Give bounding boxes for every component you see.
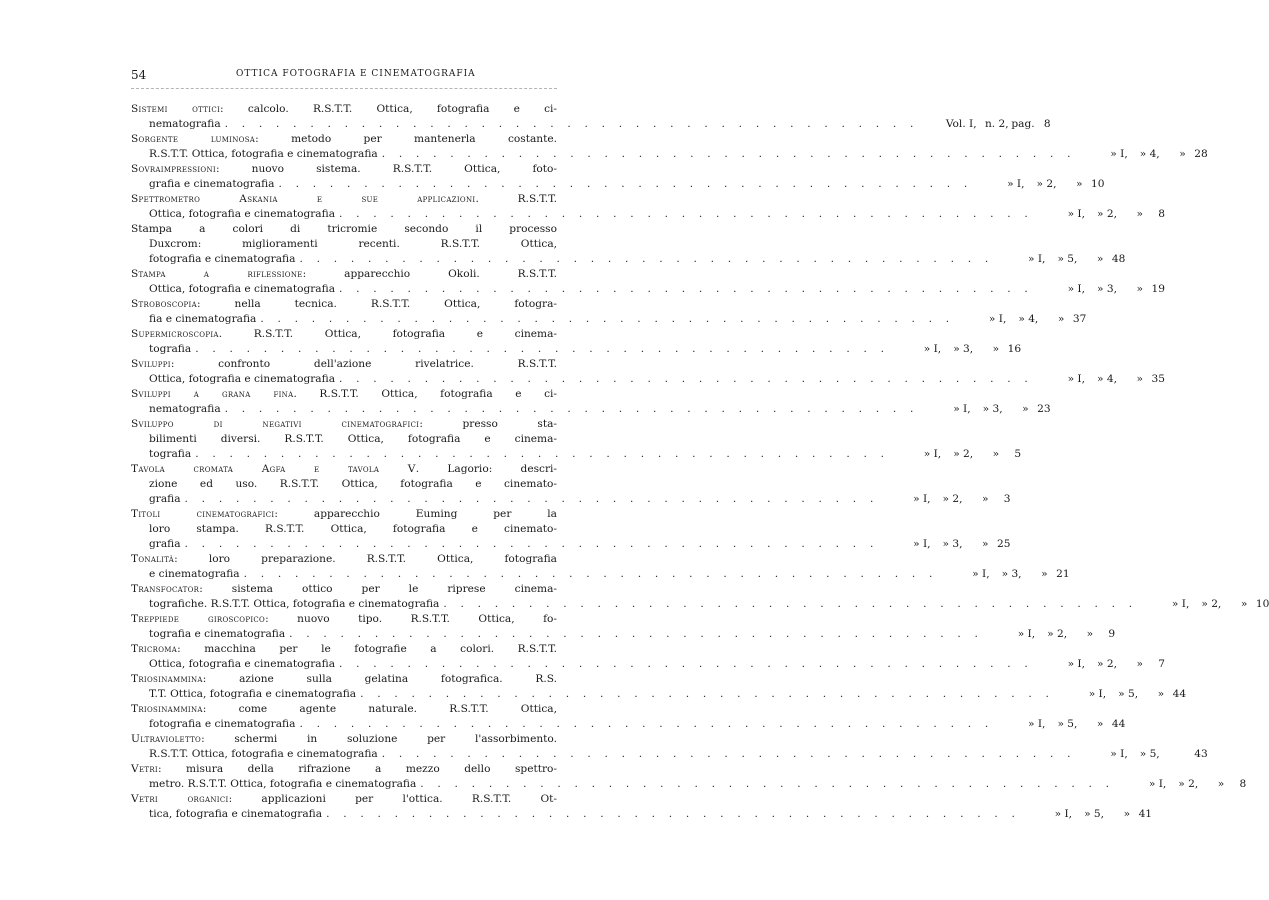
entry-text: tografia e cinematografia [149, 628, 286, 640]
page-number-ref: 44 [1111, 718, 1126, 730]
volume-number: » I, [1067, 658, 1085, 670]
page-label: » [1041, 568, 1048, 580]
entry-text: zione ed uso. R.S.T.T. Ottica, fotografia e cinemato- [149, 478, 557, 490]
entry-reference-line [131, 282, 1165, 297]
issue-number: » 2, [953, 448, 974, 460]
dot-leader: . . . . . . . . . . . . . . . . . . . . . . . . . . . . . . . . . . . . . . . . . [381, 748, 1076, 760]
entry-heading-text: Ultravioletto: schermi in soluzione per l'assorbimento. [131, 733, 557, 745]
page-label: » [1022, 403, 1029, 415]
entry-reference-line [131, 177, 1105, 192]
entry-headword: Vetri [131, 763, 158, 775]
page-label: » [1240, 598, 1248, 610]
page-number-ref: 35 [1151, 373, 1165, 385]
entry-line [131, 732, 557, 747]
entry-reference-line [131, 117, 1051, 132]
issue-number: » 5, [1139, 748, 1160, 760]
dot-leader: . . . . . . . . . . . . . . . . . . . . . . . . . . . . . . . . . . . . . . . . . [381, 148, 1076, 160]
entry-reference-line [131, 207, 1165, 222]
volume-reference [919, 117, 1051, 132]
entry-reference-line [131, 312, 1087, 327]
entry-line [131, 102, 557, 117]
page-label: » [1096, 253, 1104, 265]
entry-text: Ottica, fotografia e cinematografia [149, 283, 336, 295]
issue-number: » 5, [1118, 688, 1139, 700]
volume-reference [889, 447, 1021, 462]
entry-line [131, 237, 557, 252]
entry-line [131, 267, 557, 282]
issue-number: » 5, [1057, 253, 1078, 265]
volume-number: » I, [972, 568, 990, 580]
dot-leader: . . . . . . . . . . . . . . . . . . . . . . . . . . . . . . . . . . . . . . . . . [195, 448, 890, 460]
volume-reference [954, 312, 1086, 327]
dot-leader: . . . . . . . . . . . . . . . . . . . . . . . . . . . . . . . . . . . . . . . . . [326, 808, 1021, 820]
entry-line [131, 432, 557, 447]
volume-reference [1033, 207, 1165, 222]
index-entry [131, 582, 1269, 612]
page-number-ref: 8 [1239, 778, 1247, 790]
index-list [131, 102, 1269, 822]
volume-reference [919, 402, 1051, 417]
entry-headword: Vetri organici [131, 793, 229, 805]
entry-heading-text: Tricroma: macchina per le fotografie a colori. R.S.T.T. [131, 643, 557, 655]
issue-number: » 2, [1097, 208, 1117, 220]
entry-text: nematografia [149, 118, 221, 130]
index-entry [131, 297, 1087, 327]
entry-text: tografiche. R.S.T.T. Ottica, fotografia e cinematografia [149, 598, 440, 610]
entry-line [131, 327, 557, 342]
volume-number: » I, [1110, 148, 1128, 160]
page-number-ref: 10 [1255, 598, 1269, 610]
volume-number: » I, [1007, 178, 1025, 190]
entry-headword: Sviluppo di negativi cinematografici [131, 418, 420, 430]
volume-number: » I, [1110, 748, 1128, 760]
page-number-ref: 28 [1194, 148, 1208, 160]
entry-headword: Triosinammina [131, 673, 203, 685]
issue-number: » 3, [953, 343, 974, 355]
dot-leader: . . . . . . . . . . . . . . . . . . . . . . . . . . . . . . . . . . . . . . . . . [420, 778, 1115, 790]
entry-heading-text: Supermicroscopia. R.S.T.T. Ottica, fotografia e cinema- [131, 328, 557, 340]
page-label: » [1136, 373, 1143, 385]
volume-reference [1033, 372, 1165, 387]
volume-number: » I, [1148, 778, 1167, 790]
entry-line [131, 582, 557, 597]
entry-reference-line [131, 447, 1022, 462]
page-number-ref: 8 [1043, 118, 1051, 130]
entry-line [131, 132, 557, 147]
entry-text: e cinematografia [149, 568, 240, 580]
entry-heading-text: Triosinammina: azione sulla gelatina fotografica. R.S. [131, 673, 557, 685]
volume-number: » I, [1028, 718, 1046, 730]
entry-headword: Stroboscopia [131, 298, 197, 310]
index-entry [131, 702, 1126, 732]
page-label: » [1136, 658, 1143, 670]
index-entry [131, 642, 1165, 672]
volume-number: » I, [1017, 628, 1036, 640]
issue-number: » 2, [1097, 658, 1117, 670]
index-entry [131, 222, 1126, 267]
entry-line [131, 642, 557, 657]
page-number-ref: 48 [1111, 253, 1126, 265]
entry-text: grafia e cinematografia [149, 178, 275, 190]
index-entry [131, 417, 1022, 462]
volume-reference [1076, 147, 1208, 162]
volume-reference [983, 627, 1115, 642]
entry-headword: Titoli cinematografici [131, 508, 275, 520]
page-number-ref: 19 [1151, 283, 1165, 295]
issue-number: » 3, [982, 403, 1003, 415]
volume-reference [938, 567, 1070, 582]
page-label: » [1076, 178, 1083, 190]
volume-reference [1020, 807, 1152, 822]
entry-text: nematografia [149, 403, 221, 415]
issue-number: » 2, [1047, 628, 1068, 640]
entry-heading-text: Stampa a colori di tricromie secondo il processo [131, 223, 557, 235]
dot-leader: . . . . . . . . . . . . . . . . . . . . . . . . . . . . . . . . . . . . . . . . . [289, 628, 984, 640]
volume-number: » I, [953, 403, 971, 415]
dot-leader: . . . . . . . . . . . . . . . . . . . . . . . . . . . . . . . . . . . . . . . . . [339, 283, 1033, 295]
volume-reference [972, 177, 1104, 192]
volume-number: » I, [1088, 688, 1107, 700]
entry-headword: Triosinammina [131, 703, 203, 715]
entry-headword: Tricroma [131, 643, 178, 655]
index-entry [131, 672, 1187, 702]
entry-line [131, 462, 557, 477]
index-entry [131, 792, 1153, 822]
header-rule [131, 88, 557, 89]
entry-line [131, 507, 557, 522]
entry-heading-text: Triosinammina: come agente naturale. R.S.T.T. Ottica, [131, 703, 557, 715]
index-entry [131, 162, 1105, 192]
volume-number: » I, [1171, 598, 1190, 610]
entry-line [131, 552, 557, 567]
entry-heading-text: Sviluppi: confronto dell'azione rivelatrice. R.S.T.T. [131, 358, 557, 370]
issue-number: » 4, [1139, 148, 1160, 160]
volume-number: » I, [1028, 253, 1046, 265]
dot-leader: . . . . . . . . . . . . . . . . . . . . . . . . . . . . . . . . . . . . . . . . . [184, 538, 879, 550]
entry-reference-line [131, 597, 1269, 612]
issue-number: » 2, [1178, 778, 1199, 790]
volume-reference [1033, 282, 1165, 297]
entry-line [131, 672, 557, 687]
volume-number: » I, [988, 313, 1007, 325]
entry-heading-text: Treppiede giroscopico: nuovo tipo. R.S.T.T. Ottica, fo- [131, 613, 558, 625]
entry-reference-line [131, 807, 1153, 822]
page-number-ref: 25 [997, 538, 1011, 550]
index-entry [131, 552, 1070, 582]
issue-number: » 2, [1036, 178, 1057, 190]
page-number-ref: 23 [1037, 403, 1051, 415]
page-number-ref: 3 [1003, 493, 1011, 505]
entry-headword: Transfocator [131, 583, 200, 595]
entry-text: loro stampa. R.S.T.T. Ottica, fotografia e cinemato- [149, 523, 557, 535]
entry-headword: Tonalità [131, 553, 175, 565]
issue-number: » 5, [1084, 808, 1105, 820]
entry-line [131, 222, 557, 237]
volume-reference [1054, 687, 1186, 702]
entry-text: grafia [149, 493, 181, 505]
page-label: » [1157, 688, 1165, 700]
volume-number: » I, [923, 448, 942, 460]
entry-text: metro. R.S.T.T. Ottica, fotografia e cinematografia [149, 778, 417, 790]
entry-headword: Sovraimpressioni [131, 163, 216, 175]
issue-number: » 2, [942, 493, 963, 505]
page-number-ref: 8 [1158, 208, 1165, 220]
index-entry [131, 267, 1165, 297]
dot-leader: . . . . . . . . . . . . . . . . . . . . . . . . . . . . . . . . . . . . . . . . . [243, 568, 938, 580]
entry-line [131, 357, 557, 372]
entry-text: fotografia e cinematografia [149, 253, 296, 265]
entry-headword: Sviluppi a grana fina [131, 388, 294, 400]
entry-headword: Sorgente luminosa [131, 133, 256, 145]
page-label: » [1136, 283, 1143, 295]
page-number-ref: 44 [1172, 688, 1187, 700]
index-entry [131, 507, 1011, 552]
entry-heading-text: Sviluppo di negativi cinematografici: presso sta- [131, 418, 557, 430]
entry-text: tografia [149, 448, 192, 460]
entry-text: Ottica, fotografia e cinematografia [149, 373, 336, 385]
volume-reference [993, 252, 1125, 267]
volume-number: » I, [1067, 208, 1085, 220]
entry-line [131, 387, 557, 402]
entry-line [131, 297, 557, 312]
index-entry [131, 327, 1022, 357]
volume-reference [1137, 597, 1269, 612]
index-entry [131, 462, 1011, 507]
volume-number: » I, [1067, 373, 1085, 385]
entry-heading-text: Sovraimpressioni: nuovo sistema. R.S.T.T. Ottica, foto- [131, 163, 557, 175]
page-number: 54 [131, 68, 147, 82]
entry-reference-line [131, 657, 1165, 672]
dot-leader: . . . . . . . . . . . . . . . . . . . . . . . . . . . . . . . . . . . . . . . . . [299, 253, 994, 265]
entry-reference-line [131, 147, 1208, 162]
entry-heading-text: Sorgente luminosa: metodo per mantenerla costante. [131, 133, 558, 145]
page-label: » [982, 493, 989, 505]
dot-leader: . . . . . . . . . . . . . . . . . . . . . . . . . . . . . . . . . . . . . . . . . [195, 343, 890, 355]
entry-text: tografia [149, 343, 192, 355]
volume-reference [1033, 657, 1165, 672]
dot-leader: . . . . . . . . . . . . . . . . . . . . . . . . . . . . . . . . . . . . . . . . . [224, 118, 919, 130]
entry-reference-line [131, 567, 1070, 582]
entry-line [131, 522, 557, 537]
entry-text: Duxcrom: miglioramenti recenti. R.S.T.T. Ottica, [149, 238, 557, 250]
entry-text: tica, fotografia e cinematografia [149, 808, 323, 820]
entry-line [131, 612, 557, 627]
page-number-ref: 9 [1108, 628, 1116, 640]
entry-headword: Spettrometro Askania e sue applicazioni [131, 193, 476, 205]
index-entry [131, 612, 1116, 642]
issue-number: » 3, [942, 538, 963, 550]
volume-number: » I, [913, 538, 931, 550]
volume-number: Vol. I, [945, 118, 977, 130]
entry-headword: Sviluppi [131, 358, 171, 370]
page-label: » [992, 448, 1000, 460]
entry-reference-line [131, 687, 1187, 702]
page-label: » [1123, 808, 1131, 820]
volume-reference [1076, 747, 1208, 762]
entry-reference-line [131, 342, 1022, 357]
issue-number: » 5, [1057, 718, 1078, 730]
index-entry [131, 732, 1208, 762]
volume-number: » I, [913, 493, 931, 505]
page-label: » [1086, 628, 1094, 640]
entry-line [131, 162, 557, 177]
volume-reference [993, 717, 1125, 732]
entry-headword: Sistemi ottici [131, 103, 221, 115]
entry-line [131, 702, 557, 717]
entry-reference-line [131, 747, 1208, 762]
entry-reference-line [131, 252, 1126, 267]
issue-number: » 3, [1097, 283, 1117, 295]
entry-line [131, 762, 557, 777]
entry-text: fotografia e cinematografia [149, 718, 296, 730]
dot-leader: . . . . . . . . . . . . . . . . . . . . . . . . . . . . . . . . . . . . . . . . . [299, 718, 994, 730]
page-header [131, 68, 557, 88]
entry-headword: Stampa a riflessione [131, 268, 303, 280]
entry-heading-text: Titoli cinematografici: apparecchio Euming per la [131, 508, 557, 520]
entry-line [131, 792, 557, 807]
page-label: » [1057, 313, 1065, 325]
issue-number: » 2, [1201, 598, 1222, 610]
volume-number: » I, [1054, 808, 1073, 820]
entry-reference-line [131, 492, 1011, 507]
entry-heading-text: Sviluppi a grana fina. R.S.T.T. Ottica, fotografia e ci- [131, 388, 557, 400]
entry-heading-text: Vetri: misura della rifrazione a mezzo dello spettro- [131, 763, 557, 775]
entry-heading-text: Tavola cromata Agfa e tavola V. Lagorio: descri- [131, 463, 557, 475]
entry-reference-line [131, 717, 1126, 732]
entry-text: Ottica, fotografia e cinematografia [149, 208, 336, 220]
dot-leader: . . . . . . . . . . . . . . . . . . . . . . . . . . . . . . . . . . . . . . . . . [224, 403, 919, 415]
entry-line [131, 417, 557, 432]
page-number-ref: 37 [1072, 313, 1087, 325]
dot-leader: . . . . . . . . . . . . . . . . . . . . . . . . . . . . . . . . . . . . . . . . . [339, 658, 1033, 670]
entry-heading-text: Vetri organici: applicazioni per l'ottica. R.S.T.T. Ot- [131, 793, 557, 805]
dot-leader: . . . . . . . . . . . . . . . . . . . . . . . . . . . . . . . . . . . . . . . . . [278, 178, 973, 190]
volume-number: » I, [1067, 283, 1085, 295]
dot-leader: . . . . . . . . . . . . . . . . . . . . . . . . . . . . . . . . . . . . . . . . . [339, 208, 1033, 220]
volume-reference [889, 342, 1021, 357]
index-entry [131, 102, 1051, 132]
volume-reference [1114, 777, 1246, 792]
dot-leader: . . . . . . . . . . . . . . . . . . . . . . . . . . . . . . . . . . . . . . . . . [184, 493, 879, 505]
index-entry [131, 132, 1208, 162]
entry-reference-line [131, 537, 1011, 552]
entry-headword: Treppiede giroscopico [131, 613, 266, 625]
page-number-ref: 21 [1056, 568, 1070, 580]
index-entry [131, 192, 1165, 222]
entry-heading-text: Spettrometro Askania e sue applicazioni. R.S.T.T. [131, 193, 558, 205]
index-entry [131, 387, 1051, 417]
entry-text: T.T. Ottica, fotografia e cinematografia [149, 688, 357, 700]
entry-reference-line [131, 402, 1051, 417]
entry-heading-text: Tonalità: loro preparazione. R.S.T.T. Ottica, fotografia [131, 553, 557, 565]
page-label: » [992, 343, 1000, 355]
index-entry [131, 762, 1247, 792]
entry-text: Ottica, fotografia e cinematografia [149, 658, 336, 670]
page-label: » [1179, 148, 1186, 160]
index-entry [131, 357, 1165, 387]
entry-heading-text: Transfocator: sistema ottico per le riprese cinema- [131, 583, 557, 595]
entry-heading-text: Stampa a riflessione: apparecchio Okoli. R.S.T.T. [131, 268, 557, 280]
dot-leader: . . . . . . . . . . . . . . . . . . . . . . . . . . . . . . . . . . . . . . . . . [360, 688, 1055, 700]
issue-number: » 4, [1097, 373, 1117, 385]
dot-leader: . . . . . . . . . . . . . . . . . . . . . . . . . . . . . . . . . . . . . . . . . [260, 313, 955, 325]
entry-headword: Tavola cromata Agfa e tavola V [131, 463, 416, 475]
dot-leader: . . . . . . . . . . . . . . . . . . . . . . . . . . . . . . . . . . . . . . . . . [443, 598, 1138, 610]
entry-reference-line [131, 372, 1165, 387]
entry-line [131, 192, 557, 207]
volume-number: » I, [923, 343, 942, 355]
entry-heading-text: Sistemi ottici: calcolo. R.S.T.T. Ottica, fotografia e ci- [131, 103, 557, 115]
volume-reference [879, 537, 1011, 552]
entry-headword: Ultravioletto [131, 733, 202, 745]
dot-leader: . . . . . . . . . . . . . . . . . . . . . . . . . . . . . . . . . . . . . . . . . [339, 373, 1033, 385]
page-number-ref: 7 [1158, 658, 1165, 670]
entry-heading-text: Stroboscopia: nella tecnica. R.S.T.T. Ottica, fotogra- [131, 298, 557, 310]
issue-number: » 3, [1001, 568, 1022, 580]
page-label: » [982, 538, 989, 550]
entry-text: fia e cinematografia [149, 313, 257, 325]
page-label: » [1096, 718, 1104, 730]
issue-number: n. 2, [984, 118, 1009, 130]
entry-text: R.S.T.T. Ottica, fotografia e cinematografia [149, 748, 378, 760]
volume-reference [879, 492, 1011, 507]
entry-reference-line [131, 777, 1247, 792]
page-number-ref: 10 [1091, 178, 1105, 190]
running-title: OTTICA FOTOGRAFIA E CINEMATOGRAFIA [236, 69, 476, 79]
page-label: pag. [1011, 118, 1035, 130]
issue-number: » 4, [1018, 313, 1039, 325]
page-number-ref: 43 [1194, 748, 1208, 760]
page-number-ref: 5 [1014, 448, 1022, 460]
entry-reference-line [131, 627, 1116, 642]
page-label: » [1136, 208, 1143, 220]
entry-headword: Supermicroscopia [131, 328, 219, 340]
entry-text: bilimenti diversi. R.S.T.T. Ottica, fotografia e cinema- [149, 433, 557, 445]
page-label: » [1217, 778, 1225, 790]
page-number-ref: 16 [1007, 343, 1022, 355]
entry-line [131, 477, 557, 492]
entry-text: grafia [149, 538, 181, 550]
entry-text: R.S.T.T. Ottica, fotografia e cinematografia [149, 148, 378, 160]
page-number-ref: 41 [1138, 808, 1153, 820]
